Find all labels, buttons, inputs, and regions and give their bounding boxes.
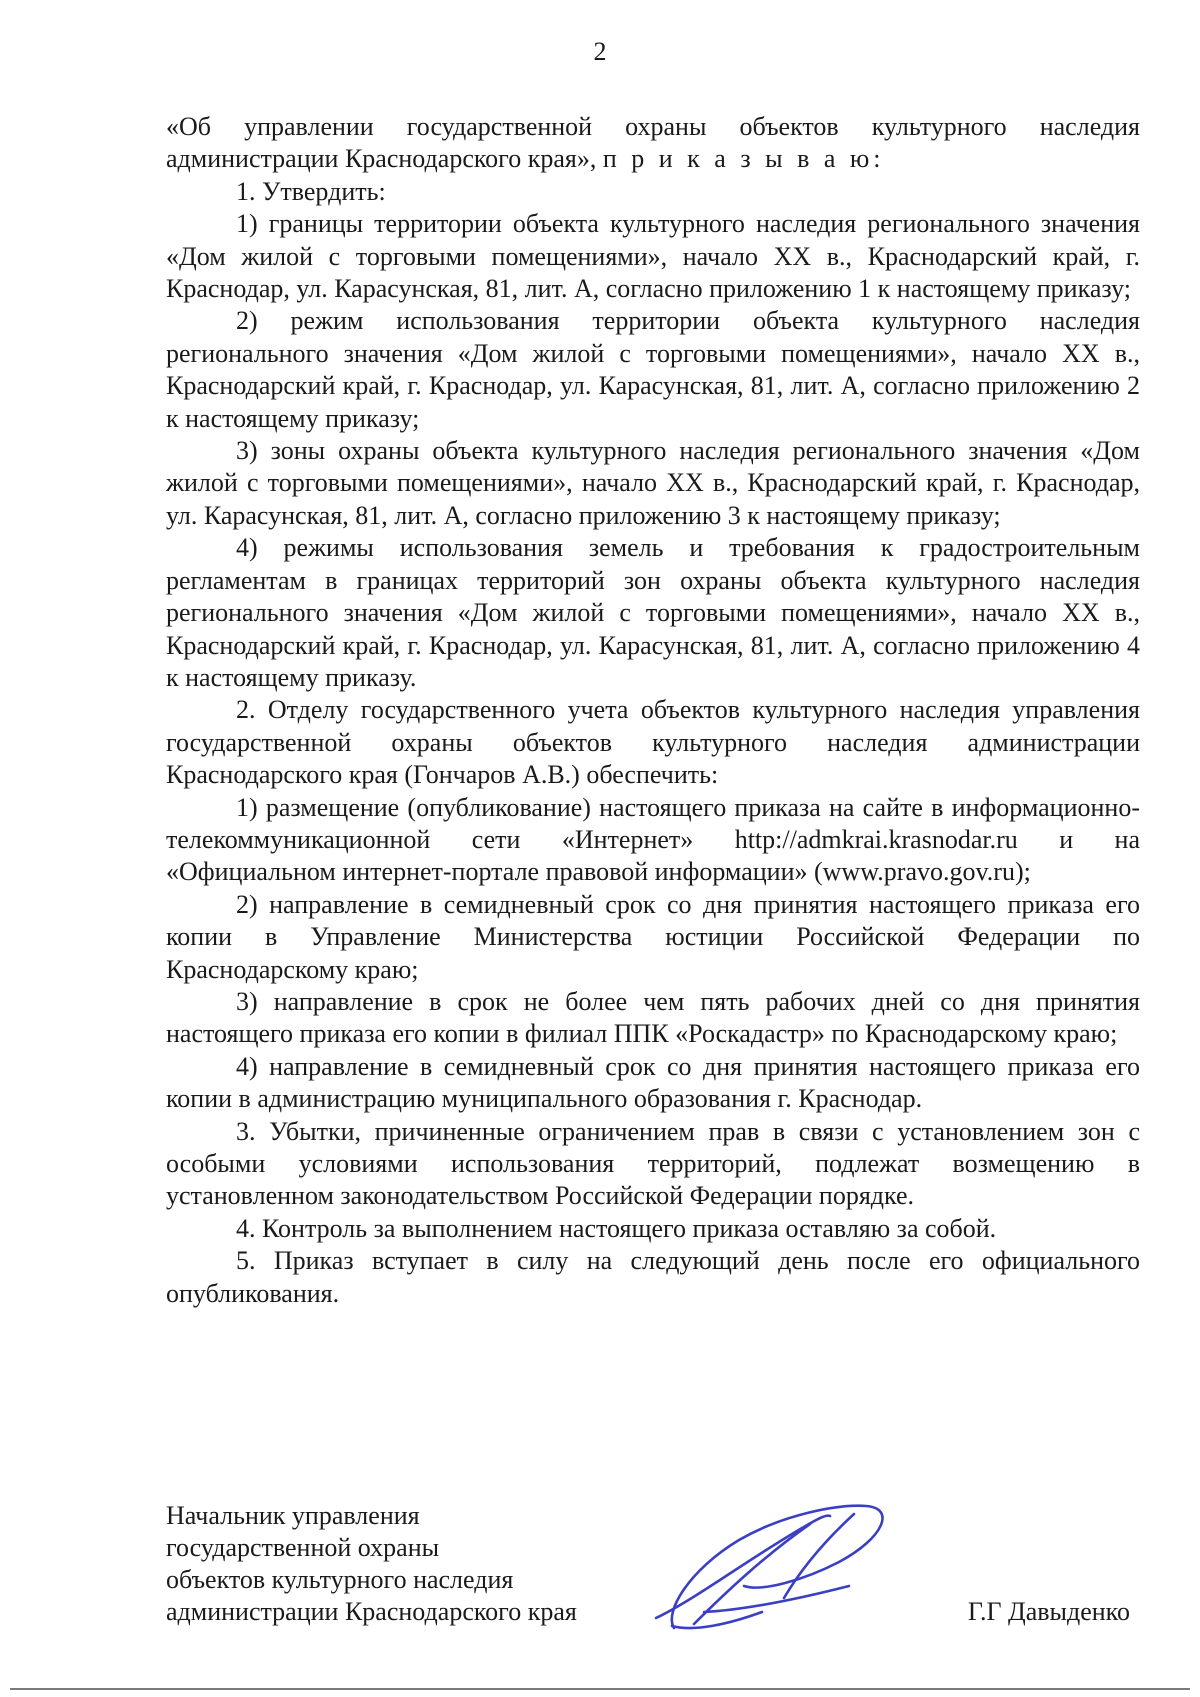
- item-2-4: 4) направление в семидневный срок со дня принятия настоящего приказа его копии в администрацию муниципального образования г. Краснодар.: [166, 1051, 1140, 1114]
- signer-name: Г.Г Давыденко: [967, 1597, 1130, 1626]
- item-1-3: 3) зоны охраны объекта культурного наследия регионального значения «Дом жилой с торговыми помещениями», начало XX в., Краснодарский край, г. Краснодар, ул. Карасунская, 81, лит. А, согласно приложению 3 к настоящему приказу;: [166, 436, 1140, 530]
- intro-text: «Об управлении государственной охраны объектов культурного наследия администрации Краснодарского края»,: [166, 112, 1140, 174]
- item-3: 3. Убытки, причиненные ограничением прав в связи с установлением зон с особыми условиями использования территорий, подлежат возмещению в установленном законодательством Российской Федерации порядке.: [166, 1116, 1140, 1211]
- intro-paragraph: [166, 111, 1140, 176]
- signer-position-line: Начальник управления: [166, 1501, 420, 1530]
- item-4: 4. Контроль за выполнением настоящего приказа оставляю за собой.: [236, 1213, 997, 1243]
- item-1: 1. Утвердить:: [236, 176, 386, 206]
- signer-position-line: объектов культурного наследия: [166, 1565, 514, 1594]
- item-2-1: 1) размещение (опубликование) настоящего приказа на сайте в информационно-телекоммуникационной сети «Интернет» http://admkrai.krasnodar.ru и на «Официальном интернет-портале правовой информации» (www.pravo.gov.ru);: [166, 792, 1140, 887]
- handwritten-signature: [634, 1500, 934, 1640]
- item-2-3: 3) направление в срок не более чем пять рабочих дней со дня принятия настоящего приказа его копии в филиал ППК «Роскадастр» по Краснодарскому краю;: [166, 986, 1140, 1049]
- signer-position-line: государственной охраны: [166, 1533, 440, 1562]
- signer-position: [166, 1500, 636, 1628]
- document-body: [166, 111, 1140, 1310]
- order-word: п р и к а з ы в а ю:: [602, 144, 885, 174]
- item-1-4: 4) режимы использования земель и требования к градостроительным регламентам в границах территорий зон охраны объекта культурного наследия регионального значения «Дом жилой с торговыми помещениями», начало XX в., Краснодарский край, г. Краснодар, ул. Карасунская, 81, лит. А, согласно приложению 4 к настоящему приказу.: [166, 533, 1140, 692]
- signature-block: [166, 1500, 1140, 1640]
- signer-position-line: администрации Краснодарского края: [166, 1597, 577, 1626]
- item-2: 2. Отделу государственного учета объектов культурного наследия управления государственной охраны объектов культурного наследия администрации Краснодарского края (Гончаров А.В.) обеспечить:: [166, 695, 1140, 790]
- item-5: 5. Приказ вступает в силу на следующий день после его официального опубликования.: [166, 1246, 1140, 1308]
- item-2-2: 2) направление в семидневный срок со дня принятия настоящего приказа его копии в Управление Министерства юстиции Российской Федерации по Краснодарскому краю;: [166, 889, 1140, 984]
- item-1-1: 1) границы территории объекта культурного наследия регионального значения «Дом жилой с торговыми помещениями», начало XX в., Краснодарский край, г. Краснодар, ул. Карасунская, 81, лит. А, согласно приложению 1 к настоящему приказу;: [166, 209, 1140, 304]
- page-number: 2: [593, 37, 607, 66]
- page-bottom-divider: [10, 1688, 1190, 1690]
- item-1-2: 2) режим использования территории объекта культурного наследия регионального значения «Дом жилой с торговыми помещениями», начало XX в., Краснодарский край, г. Краснодар, ул. Карасунская, 81, лит. А, согласно приложению 2 к настоящему приказу;: [166, 306, 1140, 433]
